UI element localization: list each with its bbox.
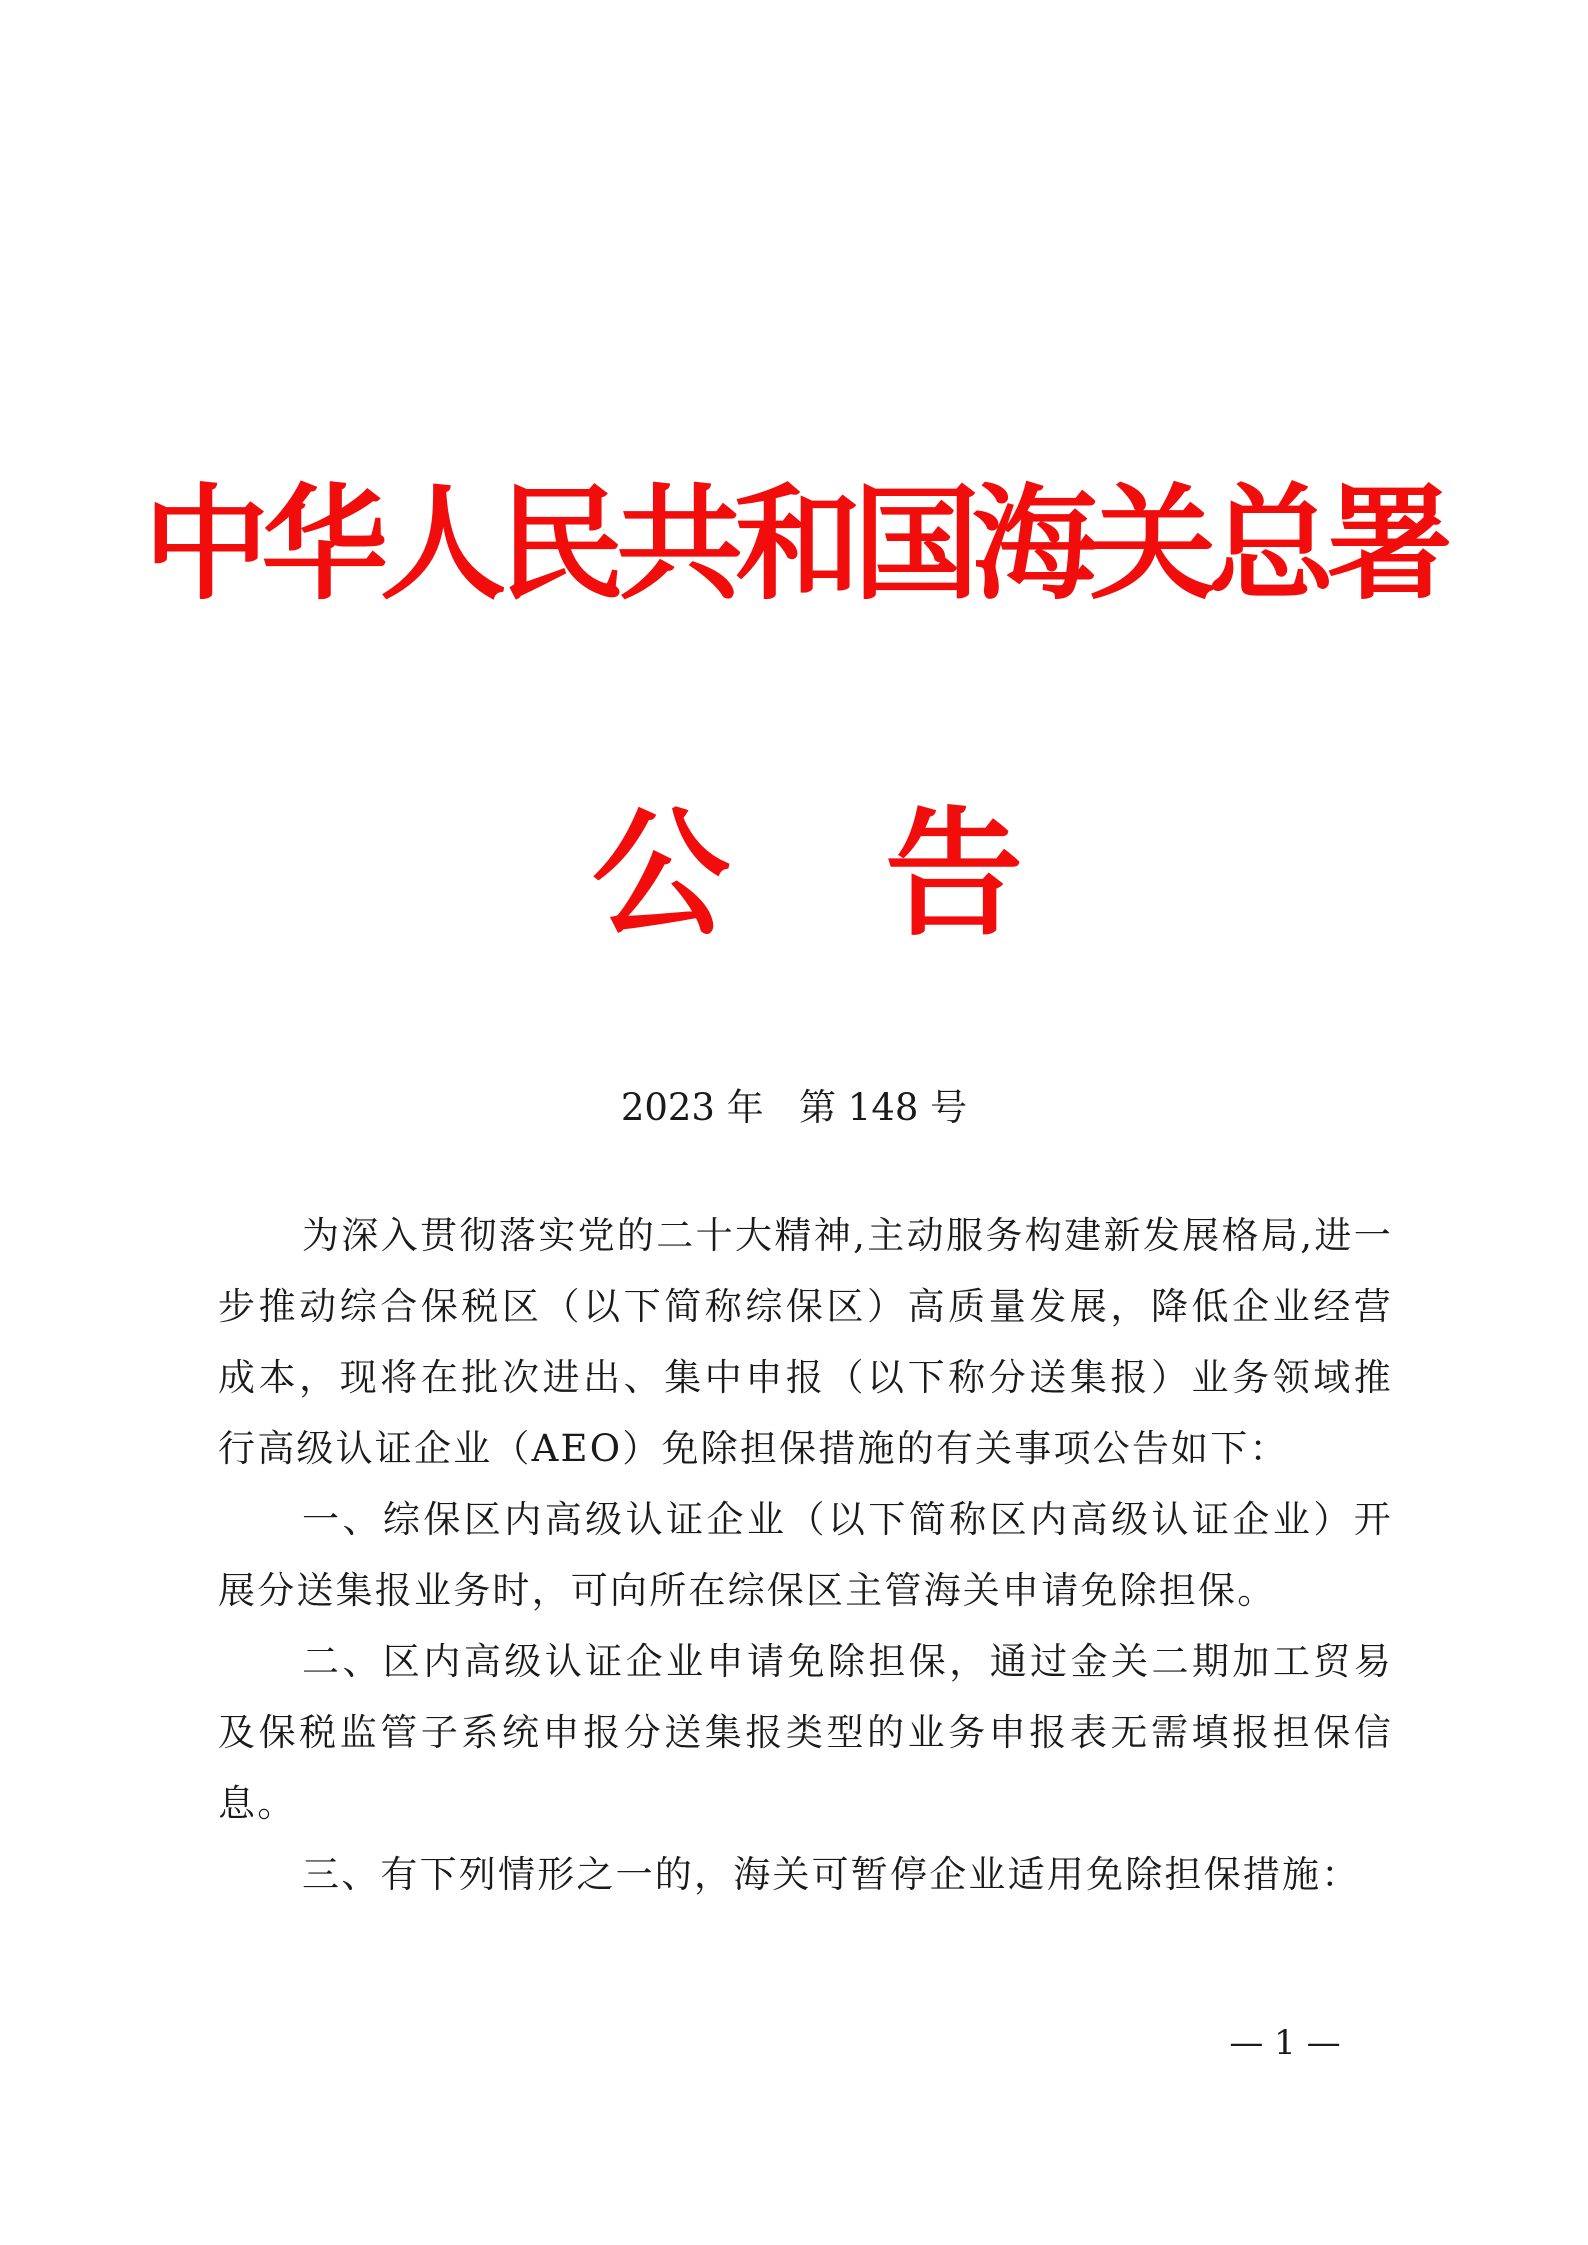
page-number: — 1 — <box>1229 2023 1341 2063</box>
clause-3-paragraph: 三、有下列情形之一的，海关可暂停企业适用免除担保措施： <box>302 1853 1361 1896</box>
document-number: 2023 年 第 148 号 <box>620 1086 968 1129</box>
clause-2-paragraph: 二、区内高级认证企业申请免除担保，通过金关二期加工贸易及保税监管子系统申报分送集报类型的业务申报表无需填报担保信息。 <box>218 1640 1393 1825</box>
intro-paragraph: 为深入贯彻落实党的二十大精神,主动服务构建新发展格局,进一步推动综合保税区（以下简称综保区）高质量发展，降低企业经营成本，现将在批次进出、集中申报（以下称分送集报）业务领域推行高级认证企业（AEO）免除担保措施的有关事项公告如下： <box>218 1214 1393 1470</box>
document-type-char-1: 公 <box>592 794 731 955</box>
clause-1-paragraph: 一、综保区内高级认证企业（以下简称区内高级认证企业）开展分送集报业务时，可向所在综保区主管海关申请免除担保。 <box>218 1498 1393 1612</box>
announcement-body <box>218 1200 1393 1910</box>
issuing-organization-title: 中华人民共和国海关总署 <box>143 473 1445 617</box>
document-type-char-2: 告 <box>885 794 1024 955</box>
